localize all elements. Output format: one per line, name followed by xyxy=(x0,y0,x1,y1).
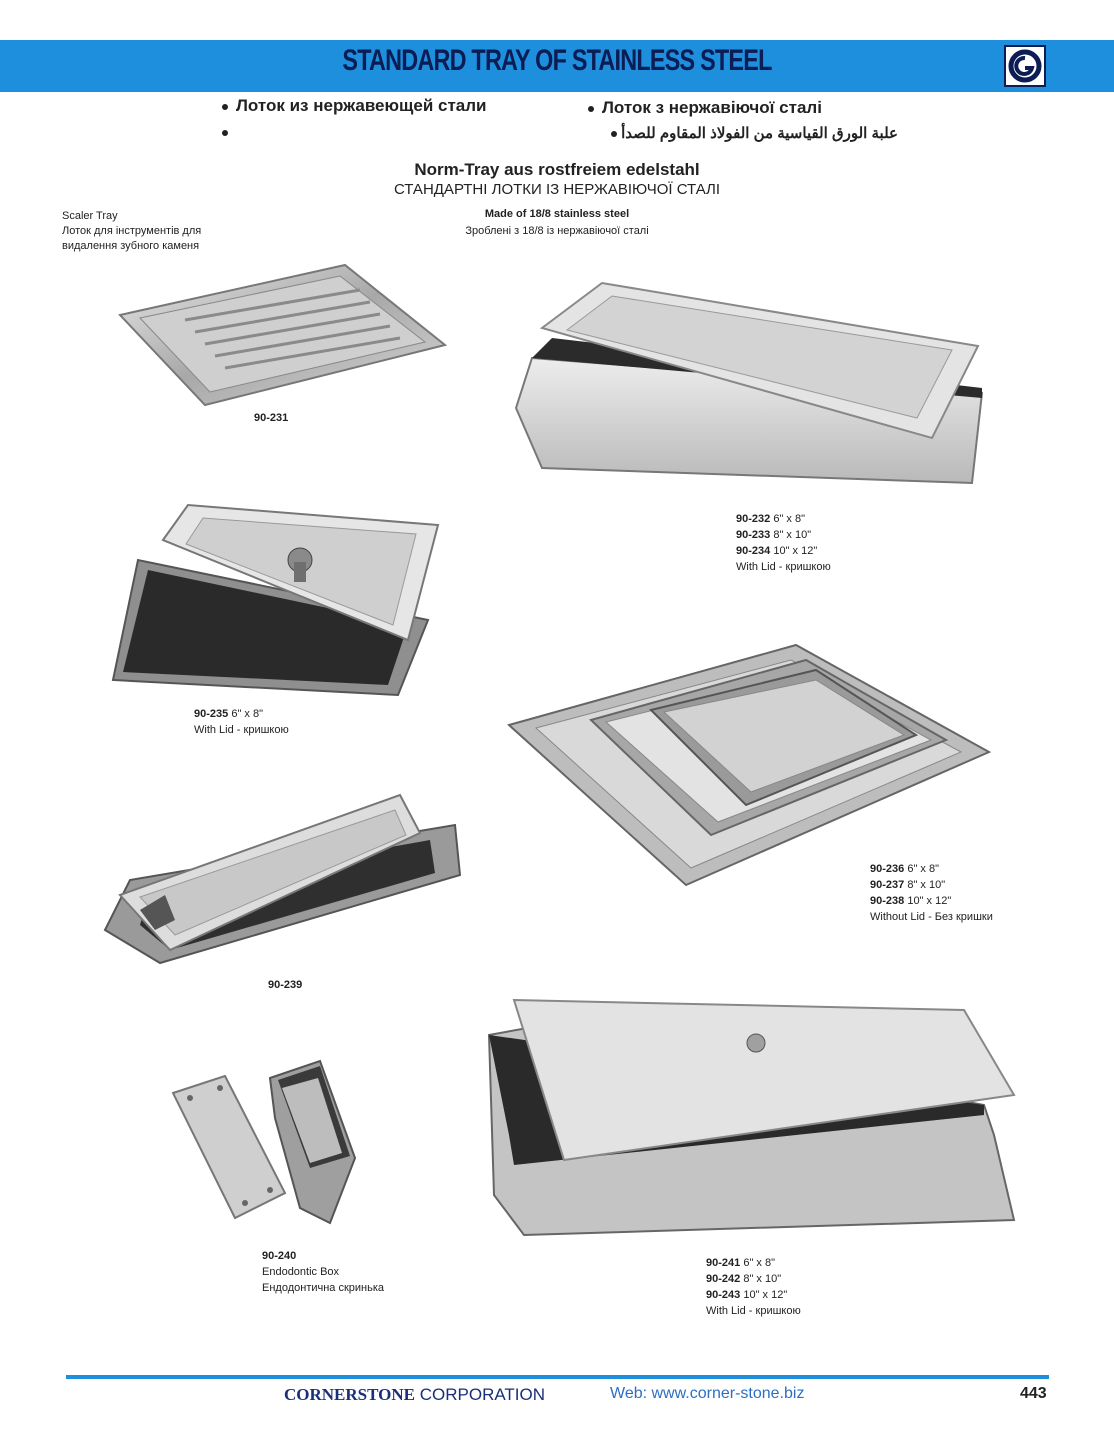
endodontic-box-image xyxy=(170,1058,360,1233)
bullet-uk: Лоток з нержавіючої сталі xyxy=(588,98,822,118)
bullet-empty xyxy=(222,122,236,142)
code-90-239: 90-239 xyxy=(268,979,303,991)
bullet-dot-icon xyxy=(588,106,594,112)
page-title: STANDARD TRAY OF STAINLESS STEEL xyxy=(342,44,772,77)
lid-note: With Lid - кришкою xyxy=(194,724,289,736)
size-row: 90-243 10" x 12" xyxy=(706,1289,788,1301)
lid-note: With Lid - кришкою xyxy=(736,561,831,573)
brand-logo-icon xyxy=(1003,44,1047,88)
deep-box-with-lid-image xyxy=(484,995,1019,1245)
bullet-ar: علبة الورق القياسية من الفولاذ المقاوم للصدأ xyxy=(588,124,898,142)
scaler-tray-caption: Scaler Tray Лоток для інструментів для видалення зубного каменя xyxy=(62,210,202,252)
size-row: 90-233 8" x 10" xyxy=(736,529,812,541)
size-row: 90-235 6" x 8" xyxy=(194,708,263,720)
bullet-dot-icon xyxy=(611,131,617,137)
instrument-tray-image xyxy=(100,785,462,970)
footer-divider xyxy=(66,1375,1049,1379)
codes-90-240: 90-240 Endodontic Box Ендодонтична скринька xyxy=(262,1250,385,1294)
size-row: 90-238 10" x 12" xyxy=(870,895,952,907)
size-row: 90-241 6" x 8" xyxy=(706,1257,775,1269)
codes-90-235 xyxy=(194,706,289,738)
lid-note: With Lid - кришкою xyxy=(706,1305,801,1317)
codes-90-236-238 xyxy=(870,861,993,925)
subtitle-uk: СТАНДАРТНІ ЛОТКИ ІЗ НЕРЖАВІЮЧОЇ СТАЛІ xyxy=(393,181,721,198)
website-link[interactable]: Web: www.corner-stone.biz xyxy=(610,1385,805,1402)
tray-with-lid-large-image xyxy=(512,278,990,501)
tray-with-knob-lid-image xyxy=(108,500,443,705)
material-uk: Зроблені з 18/8 із нержавіючої сталі xyxy=(465,225,649,237)
lid-note: Without Lid - Без кришки xyxy=(870,911,993,923)
codes-90-232-234 xyxy=(736,511,831,575)
bullet-ru: Лоток из нержавеющей стали xyxy=(222,96,486,116)
material-en: Made of 18/8 stainless steel xyxy=(484,208,630,220)
page-number: 443 xyxy=(1020,1385,1047,1402)
size-row: 90-242 8" x 10" xyxy=(706,1273,782,1285)
size-row: 90-236 6" x 8" xyxy=(870,863,939,875)
codes-90-241-243 xyxy=(706,1255,801,1319)
nested-trays-image xyxy=(506,640,992,895)
bullet-dot-icon xyxy=(222,104,228,110)
subtitle-de: Norm-Tray aus rostfreiem edelstahl xyxy=(414,160,700,179)
size-row: 90-234 10" x 12" xyxy=(736,545,818,557)
code-90-231: 90-231 xyxy=(254,412,289,424)
scaler-tray-image xyxy=(115,260,450,415)
size-row: 90-232 6" x 8" xyxy=(736,513,805,525)
company-name: CORNERSTONE CORPORATION xyxy=(284,1385,546,1404)
bullet-dot-icon xyxy=(222,130,228,136)
size-row: 90-237 8" x 10" xyxy=(870,879,946,891)
